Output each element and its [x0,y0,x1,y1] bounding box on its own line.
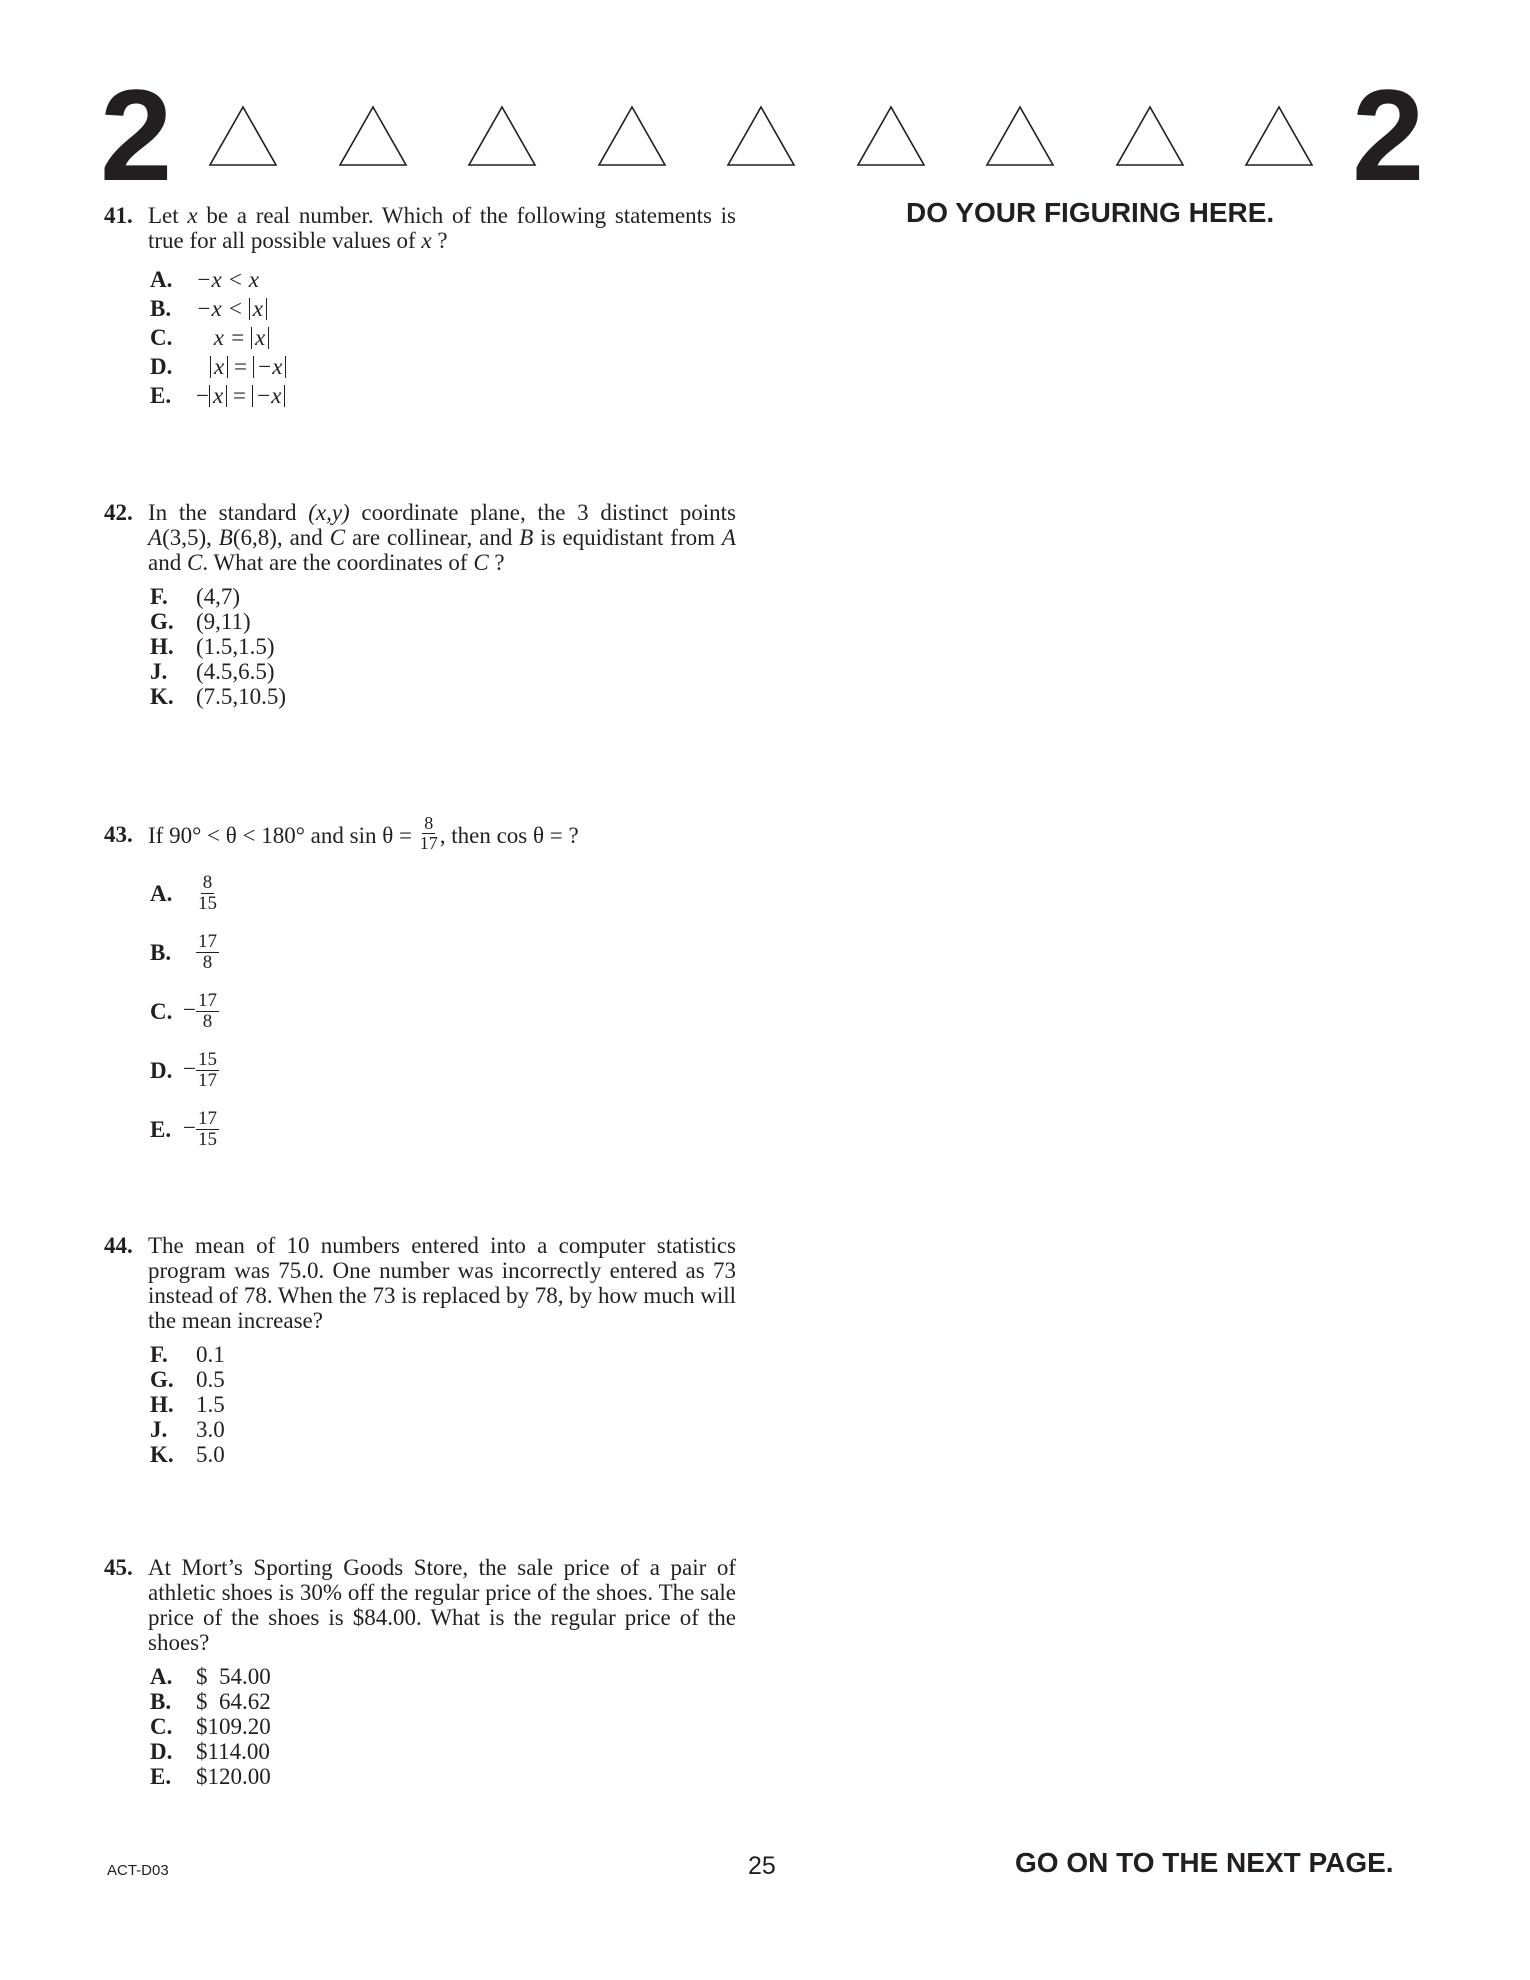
question-stem: In the standard (x,y) coordinate plane, the 3 distinct points A(3,5), B(6,8), and C are collinear, and B is equidistant from A and C. What are the coordinates of C ? [148,500,736,575]
choice-e[interactable]: E. − $\frac{17}{15}$ [150,1108,217,1150]
question-43 [104,810,736,1159]
question-42 [104,500,736,709]
choice-d[interactable]: D. x = −x [150,354,736,383]
choice-d[interactable]: D. − $\frac{15}{17}$ [150,1049,217,1091]
question-number: 44. [104,1233,133,1258]
page-number: 25 [748,1852,776,1880]
choice-h[interactable]: H. 1.5 [150,1392,225,1417]
triangle-icon [726,105,796,167]
choice-a[interactable]: A. $ 54.00 [150,1664,271,1689]
choice-c[interactable]: C. − $\frac{17}{8}$ [150,990,217,1032]
choice-b[interactable]: B. −x < x [150,296,736,325]
choice-g[interactable]: G. (9,11) [150,609,251,634]
question-45 [104,1555,736,1789]
form-code: ACT-D03 [107,1862,169,1879]
triangle-icon [597,105,667,167]
triangle-icon [985,105,1055,167]
question-stem: If 90° < θ < 180° and sin θ = $\frac{8}{17}$ , then cos θ = ? [148,812,579,853]
choice-h[interactable]: H. (1.5,1.5) [150,634,275,659]
choice-j[interactable]: J. (4.5,6.5) [150,659,275,684]
triangle-icon [1115,105,1185,167]
triangle-icon [856,105,926,167]
question-44 [104,1233,736,1467]
choice-k[interactable]: K. (7.5,10.5) [150,684,287,709]
question-stem: Let x be a real number. Which of the following statements is true for all possible values of x ? [148,203,736,253]
question-41 [104,203,736,412]
choice-b[interactable]: B. $ 64.62 [150,1689,271,1714]
figuring-label: DO YOUR FIGURING HERE. [906,197,1275,228]
choice-b[interactable]: B. $\frac{17}{8}$ [150,931,217,973]
question-stem: The mean of 10 numbers entered into a computer statistics program was 75.0. One number was incorrectly entered as 73 instead of 78. When the 73 is replaced by 78, by how much will the mean increase? [148,1233,736,1333]
section-number-right: 2 [1352,62,1423,208]
choice-f[interactable]: F. (4,7) [150,584,241,609]
choice-d[interactable]: D. $114.00 [150,1739,270,1764]
choice-c[interactable]: C. x = x [150,325,736,354]
question-stem: At Mort’s Sporting Goods Store, the sale price of a pair of athletic shoes is 30% off the regular price of the shoes. The sale price of the shoes is $84.00. What is the regular price of the shoes? [148,1555,736,1655]
choice-k[interactable]: K. 5.0 [150,1442,225,1467]
triangle-icon [467,105,537,167]
choice-g[interactable]: G. 0.5 [150,1367,225,1392]
choice-e[interactable]: E. $120.00 [150,1764,271,1789]
triangle-icon [208,105,278,167]
section-number-left: 2 [100,62,171,208]
question-number: 43. [104,822,133,847]
choice-c[interactable]: C. $109.20 [150,1714,271,1739]
sin-fraction: $\frac{8}{17}$ [419,812,438,853]
question-number: 42. [104,500,133,525]
choice-j[interactable]: J. 3.0 [150,1417,225,1442]
question-number: 45. [104,1555,133,1580]
choice-a[interactable]: A. −x < x [150,267,259,292]
next-page-instruction: GO ON TO THE NEXT PAGE. [1015,1847,1394,1878]
choice-f[interactable]: F. 0.1 [150,1342,225,1367]
triangle-icon [1244,105,1314,167]
question-number: 41. [104,203,133,228]
choice-a[interactable]: A. $\frac{8}{15}$ [150,872,217,914]
choice-e[interactable]: E. − x = −x [150,383,736,412]
triangle-icon [338,105,408,167]
